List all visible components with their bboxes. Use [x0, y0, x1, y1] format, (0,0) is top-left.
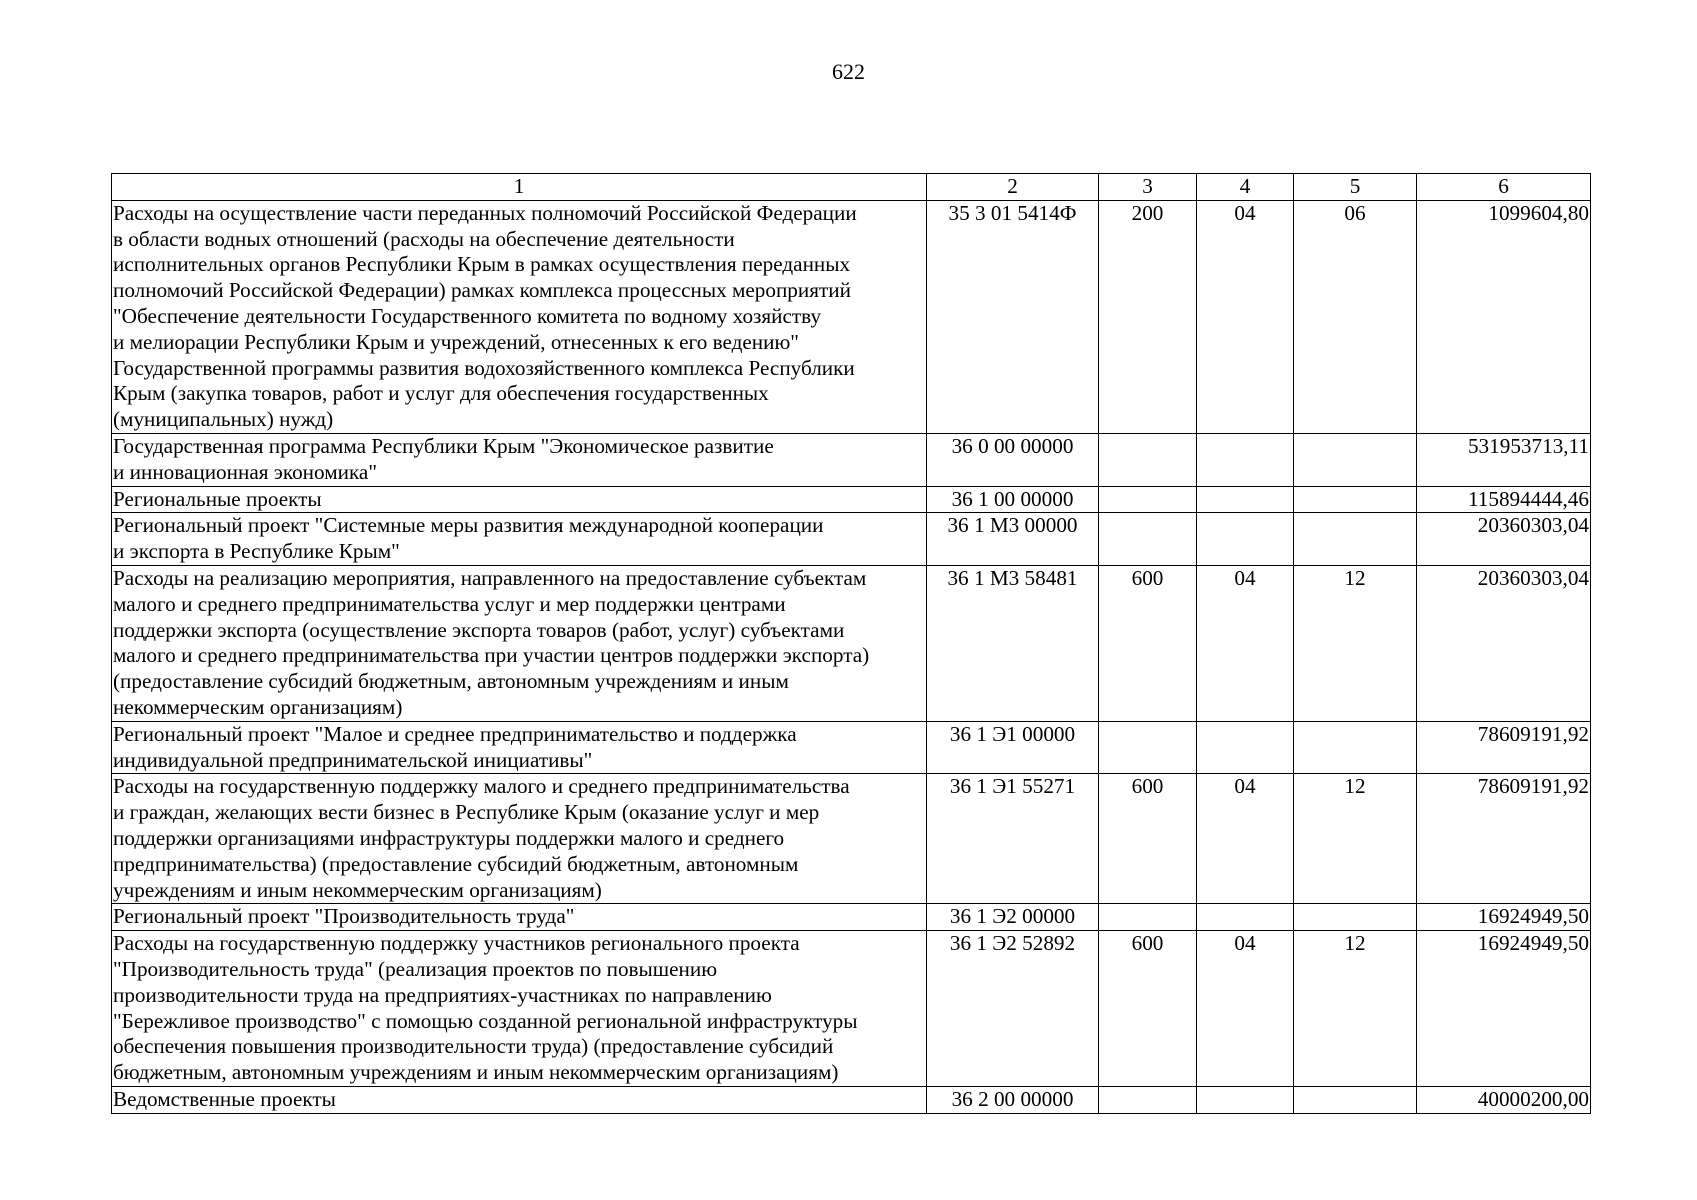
- row-subsection-cell: 12: [1294, 931, 1417, 1087]
- row-sum-cell: 20360303,04: [1417, 513, 1591, 566]
- row-section-cell: [1197, 904, 1294, 931]
- row-name-cell: Региональный проект "Системные меры развития международной кооперации и экспорта в Республике Крым": [112, 513, 927, 566]
- row-subsection-cell: [1294, 513, 1417, 566]
- row-subsection-cell: [1294, 486, 1417, 513]
- row-name-cell: Расходы на реализацию мероприятия, направленного на предоставление субъектам малого и среднего предпринимательства услуг и мер поддержки центрами поддержки экспорта (осуществление экспорта товаров (работ, услуг) субъектами малого и среднего предпринимательства при участии центров поддержки экспорта) (предоставление субсидий бюджетным, автономным учреждениям и иным некоммерческим организациям): [112, 565, 927, 721]
- budget-table: [111, 173, 1591, 1114]
- row-subsection-cell: [1294, 721, 1417, 774]
- row-subsection-cell: 12: [1294, 774, 1417, 904]
- row-type-cell: [1099, 721, 1197, 774]
- table-row: [112, 1086, 1591, 1113]
- row-section-cell: [1197, 1086, 1294, 1113]
- row-section-cell: [1197, 513, 1294, 566]
- row-sum-cell: 16924949,50: [1417, 904, 1591, 931]
- table-row: [112, 721, 1591, 774]
- row-name-cell: Региональный проект "Производительность труда": [112, 904, 927, 931]
- row-name-cell: Региональные проекты: [112, 486, 927, 513]
- table-row: [112, 565, 1591, 721]
- row-name-cell: Расходы на осуществление части переданных полномочий Российской Федерации в области водных отношений (расходы на обеспечение деятельности исполнительных органов Республики Крым в рамках осуществления переданных полномочий Российской Федерации) рамках комплекса процессных мероприятий "Обеспечение деятельности Государственного комитета по водному хозяйству и мелиорации Республики Крым и учреждений, отнесенных к его ведению" Государственной программы развития водохозяйственного комплекса Республики Крым (закупка товаров, работ и услуг для обеспечения государственных (муниципальных) нужд): [112, 200, 927, 433]
- row-sum-cell: 1099604,80: [1417, 200, 1591, 433]
- row-sum-cell: 115894444,46: [1417, 486, 1591, 513]
- row-section-cell: [1197, 721, 1294, 774]
- row-type-cell: [1099, 904, 1197, 931]
- row-section-cell: [1197, 486, 1294, 513]
- row-section-cell: 04: [1197, 931, 1294, 1087]
- row-code-cell: 36 1 00 00000: [927, 486, 1099, 513]
- row-type-cell: 600: [1099, 931, 1197, 1087]
- row-name-cell: Региональный проект "Малое и среднее предпринимательство и поддержка индивидуальной предпринимательской инициативы": [112, 721, 927, 774]
- row-sum-cell: 40000200,00: [1417, 1086, 1591, 1113]
- row-subsection-cell: [1294, 1086, 1417, 1113]
- row-code-cell: 36 1 М3 58481: [927, 565, 1099, 721]
- table-row: [112, 433, 1591, 486]
- row-code-cell: 36 2 00 00000: [927, 1086, 1099, 1113]
- table-row: [112, 486, 1591, 513]
- row-subsection-cell: [1294, 433, 1417, 486]
- row-section-cell: 04: [1197, 200, 1294, 433]
- row-section-cell: 04: [1197, 774, 1294, 904]
- row-code-cell: 35 3 01 5414Ф: [927, 200, 1099, 433]
- row-name-cell: Ведомственные проекты: [112, 1086, 927, 1113]
- row-subsection-cell: 06: [1294, 200, 1417, 433]
- table-row: [112, 200, 1591, 433]
- row-sum-cell: 531953713,11: [1417, 433, 1591, 486]
- row-section-cell: [1197, 433, 1294, 486]
- row-type-cell: [1099, 513, 1197, 566]
- row-code-cell: 36 0 00 00000: [927, 433, 1099, 486]
- table-body: [112, 200, 1591, 1113]
- table-row: [112, 904, 1591, 931]
- table-row: [112, 513, 1591, 566]
- row-type-cell: 200: [1099, 200, 1197, 433]
- row-type-cell: 600: [1099, 565, 1197, 721]
- column-header-6: 6: [1417, 174, 1591, 201]
- row-code-cell: 36 1 Э2 52892: [927, 931, 1099, 1087]
- table-header-row: [112, 174, 1591, 201]
- column-header-5: 5: [1294, 174, 1417, 201]
- row-sum-cell: 16924949,50: [1417, 931, 1591, 1087]
- row-subsection-cell: 12: [1294, 565, 1417, 721]
- row-code-cell: 36 1 Э2 00000: [927, 904, 1099, 931]
- column-header-3: 3: [1099, 174, 1197, 201]
- row-type-cell: [1099, 433, 1197, 486]
- row-name-cell: Государственная программа Республики Крым "Экономическое развитие и инновационная экономика": [112, 433, 927, 486]
- row-sum-cell: 20360303,04: [1417, 565, 1591, 721]
- row-name-cell: Расходы на государственную поддержку участников регионального проекта "Производительность труда" (реализация проектов по повышению производительности труда на предприятиях-участниках по направлению "Бережливое производство" с помощью созданной региональной инфраструктуры обеспечения повышения производительности труда) (предоставление субсидий бюджетным, автономным учреждениям и иным некоммерческим организациям): [112, 931, 927, 1087]
- row-code-cell: 36 1 М3 00000: [927, 513, 1099, 566]
- row-code-cell: 36 1 Э1 00000: [927, 721, 1099, 774]
- column-header-2: 2: [927, 174, 1099, 201]
- row-subsection-cell: [1294, 904, 1417, 931]
- row-code-cell: 36 1 Э1 55271: [927, 774, 1099, 904]
- column-header-1: 1: [112, 174, 927, 201]
- page-number: 622: [832, 59, 865, 84]
- row-sum-cell: 78609191,92: [1417, 721, 1591, 774]
- row-section-cell: 04: [1197, 565, 1294, 721]
- row-type-cell: [1099, 1086, 1197, 1113]
- column-header-4: 4: [1197, 174, 1294, 201]
- row-type-cell: 600: [1099, 774, 1197, 904]
- table-row: [112, 774, 1591, 904]
- row-type-cell: [1099, 486, 1197, 513]
- table-row: [112, 931, 1591, 1087]
- row-name-cell: Расходы на государственную поддержку малого и среднего предпринимательства и граждан, желающих вести бизнес в Республике Крым (оказание услуг и мер поддержки организациями инфраструктуры поддержки малого и среднего предпринимательства) (предоставление субсидий бюджетным, автономным учреждениям и иным некоммерческим организациям): [112, 774, 927, 904]
- row-sum-cell: 78609191,92: [1417, 774, 1591, 904]
